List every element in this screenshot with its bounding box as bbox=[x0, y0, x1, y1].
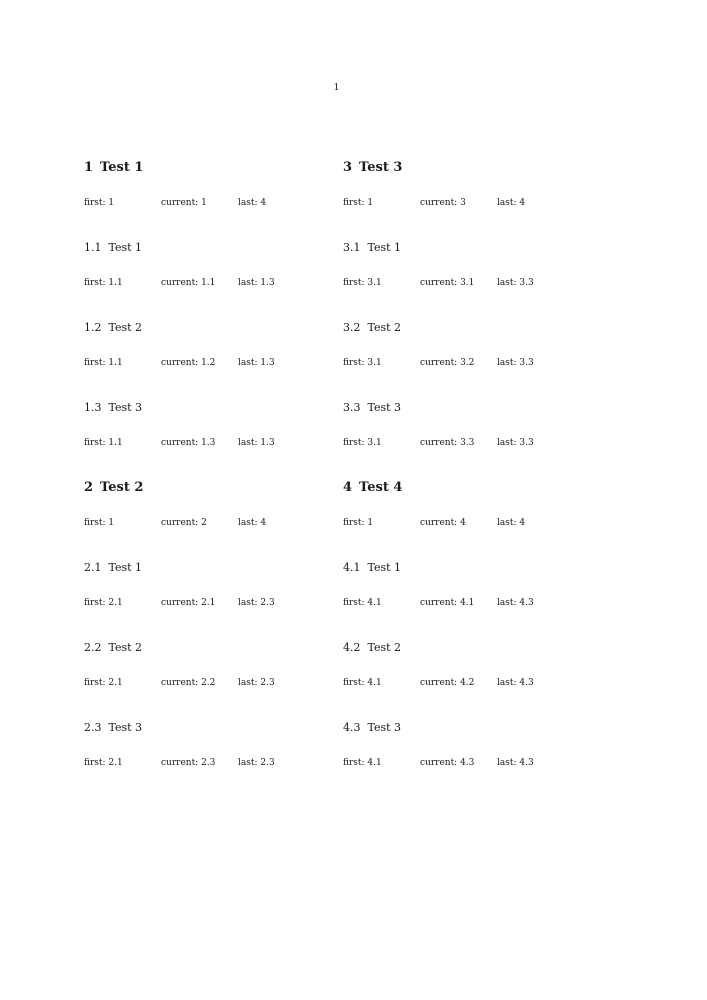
subsection-heading bbox=[84, 561, 142, 574]
subsection-title: Test 3 bbox=[367, 401, 402, 414]
subsection-heading bbox=[84, 401, 142, 414]
last-mark: last: 4 bbox=[497, 518, 526, 528]
first-mark: first: 1 bbox=[343, 198, 374, 208]
first-mark: first: 1 bbox=[84, 518, 115, 528]
first-mark: first: 1 bbox=[84, 198, 115, 208]
first-mark: first: 4.1 bbox=[343, 758, 382, 768]
subsection-number: 2.1 bbox=[84, 561, 102, 574]
first-mark: first: 2.1 bbox=[84, 758, 123, 768]
subsection-title: Test 2 bbox=[367, 641, 402, 654]
current-mark: current: 2 bbox=[161, 518, 207, 528]
subsection-title: Test 1 bbox=[367, 561, 402, 574]
current-mark: current: 4.1 bbox=[420, 598, 475, 608]
subsection-title: Test 1 bbox=[108, 561, 143, 574]
section-number: 3 bbox=[343, 160, 353, 175]
section-title: Test 3 bbox=[359, 160, 403, 175]
subsection-heading bbox=[343, 241, 401, 254]
section-title: Test 4 bbox=[359, 480, 403, 495]
section-number: 2 bbox=[84, 480, 94, 495]
first-mark: first: 1 bbox=[343, 518, 374, 528]
section-heading bbox=[343, 480, 402, 495]
first-mark: first: 4.1 bbox=[343, 598, 382, 608]
current-mark: current: 2.3 bbox=[161, 758, 216, 768]
subsection-title: Test 3 bbox=[108, 721, 143, 734]
first-mark: first: 3.1 bbox=[343, 278, 382, 288]
current-mark: current: 2.2 bbox=[161, 678, 216, 688]
current-mark: current: 3 bbox=[420, 198, 466, 208]
current-mark: current: 2.1 bbox=[161, 598, 216, 608]
last-mark: last: 1.3 bbox=[238, 358, 275, 368]
subsection-heading bbox=[343, 641, 401, 654]
last-mark: last: 4 bbox=[238, 198, 267, 208]
first-mark: first: 2.1 bbox=[84, 678, 123, 688]
page-number: 1 bbox=[333, 83, 340, 93]
first-mark: first: 4.1 bbox=[343, 678, 382, 688]
section-heading bbox=[84, 160, 143, 175]
subsection-number: 1.2 bbox=[84, 321, 102, 334]
subsection-heading bbox=[343, 721, 401, 734]
first-mark: first: 1.1 bbox=[84, 438, 123, 448]
subsection-title: Test 2 bbox=[367, 321, 402, 334]
current-mark: current: 1 bbox=[161, 198, 207, 208]
last-mark: last: 2.3 bbox=[238, 758, 275, 768]
subsection-number: 4.1 bbox=[343, 561, 361, 574]
section-title: Test 1 bbox=[100, 160, 144, 175]
first-mark: first: 3.1 bbox=[343, 438, 382, 448]
last-mark: last: 2.3 bbox=[238, 598, 275, 608]
first-mark: first: 3.1 bbox=[343, 358, 382, 368]
subsection-title: Test 3 bbox=[108, 401, 143, 414]
last-mark: last: 4 bbox=[497, 198, 526, 208]
current-mark: current: 3.2 bbox=[420, 358, 475, 368]
current-mark: current: 3.3 bbox=[420, 438, 475, 448]
subsection-number: 1.3 bbox=[84, 401, 102, 414]
section-number: 4 bbox=[343, 480, 353, 495]
subsection-number: 3.2 bbox=[343, 321, 361, 334]
current-mark: current: 4.3 bbox=[420, 758, 475, 768]
subsection-number: 2.3 bbox=[84, 721, 102, 734]
last-mark: last: 3.3 bbox=[497, 358, 534, 368]
subsection-heading bbox=[84, 321, 142, 334]
subsection-title: Test 2 bbox=[108, 321, 143, 334]
first-mark: first: 2.1 bbox=[84, 598, 123, 608]
last-mark: last: 3.3 bbox=[497, 278, 534, 288]
current-mark: current: 1.2 bbox=[161, 358, 216, 368]
subsection-heading bbox=[84, 241, 142, 254]
subsection-heading bbox=[84, 641, 142, 654]
subsection-number: 4.3 bbox=[343, 721, 361, 734]
section-heading bbox=[84, 480, 143, 495]
subsection-number: 4.2 bbox=[343, 641, 361, 654]
first-mark: first: 1.1 bbox=[84, 278, 123, 288]
last-mark: last: 4 bbox=[238, 518, 267, 528]
subsection-number: 2.2 bbox=[84, 641, 102, 654]
current-mark: current: 4 bbox=[420, 518, 466, 528]
last-mark: last: 2.3 bbox=[238, 678, 275, 688]
subsection-heading bbox=[343, 561, 401, 574]
subsection-title: Test 2 bbox=[108, 641, 143, 654]
subsection-heading bbox=[343, 401, 401, 414]
subsection-title: Test 1 bbox=[108, 241, 143, 254]
section-title: Test 2 bbox=[100, 480, 144, 495]
current-mark: current: 1.1 bbox=[161, 278, 216, 288]
first-mark: first: 1.1 bbox=[84, 358, 123, 368]
section-number: 1 bbox=[84, 160, 94, 175]
last-mark: last: 4.3 bbox=[497, 758, 534, 768]
last-mark: last: 3.3 bbox=[497, 438, 534, 448]
last-mark: last: 4.3 bbox=[497, 598, 534, 608]
subsection-title: Test 3 bbox=[367, 721, 402, 734]
section-heading bbox=[343, 160, 402, 175]
subsection-number: 3.1 bbox=[343, 241, 361, 254]
last-mark: last: 1.3 bbox=[238, 278, 275, 288]
last-mark: last: 1.3 bbox=[238, 438, 275, 448]
subsection-number: 3.3 bbox=[343, 401, 361, 414]
current-mark: current: 3.1 bbox=[420, 278, 475, 288]
subsection-title: Test 1 bbox=[367, 241, 402, 254]
last-mark: last: 4.3 bbox=[497, 678, 534, 688]
current-mark: current: 4.2 bbox=[420, 678, 475, 688]
subsection-heading bbox=[84, 721, 142, 734]
current-mark: current: 1.3 bbox=[161, 438, 216, 448]
subsection-heading bbox=[343, 321, 401, 334]
subsection-number: 1.1 bbox=[84, 241, 102, 254]
